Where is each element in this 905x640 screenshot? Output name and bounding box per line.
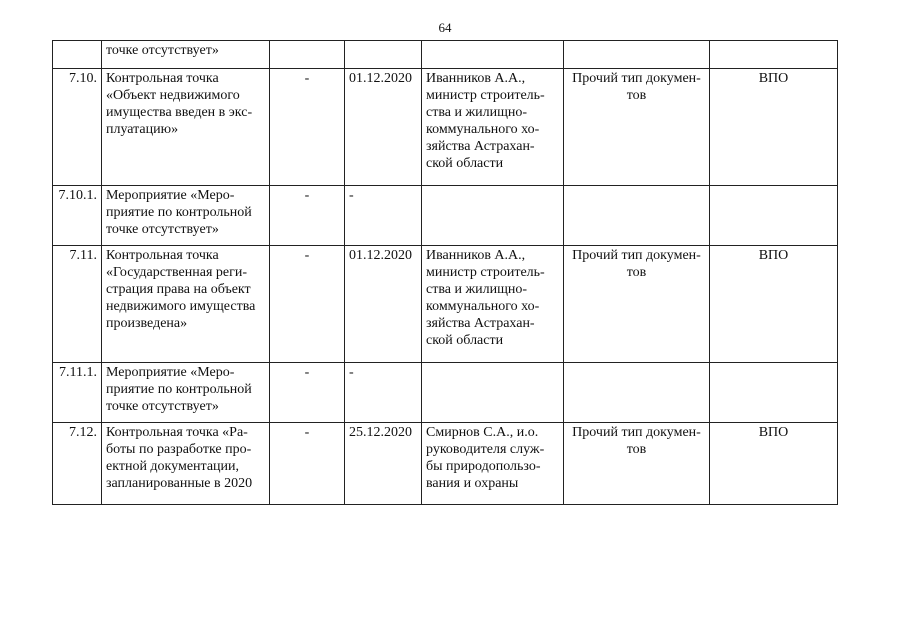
start-date-cell: - <box>270 186 345 246</box>
end-date-cell <box>345 41 422 69</box>
table-row <box>53 41 838 69</box>
table-row <box>53 363 838 423</box>
row-number-cell: 7.10.1. <box>53 186 102 246</box>
document-type-cell <box>564 186 710 246</box>
item-name-cell: точке отсутствует» <box>102 41 270 69</box>
control-level-cell <box>710 363 838 423</box>
plan-table <box>52 40 838 505</box>
document-type-cell: Прочий тип докумен- тов <box>564 69 710 186</box>
responsible-cell: Иванников А.А., министр строитель- ства и жилищно- коммунального хо- зяйства Астрахан- ской области <box>422 69 564 186</box>
item-name-cell: Контрольная точка «Государственная реги- страция права на объект недвижимого имущества произведена» <box>102 246 270 363</box>
row-number-cell: 7.10. <box>53 69 102 186</box>
end-date-cell: - <box>345 363 422 423</box>
end-date-cell: 01.12.2020 <box>345 246 422 363</box>
document-type-cell: Прочий тип докумен- тов <box>564 423 710 505</box>
row-number-cell: 7.11.1. <box>53 363 102 423</box>
start-date-cell <box>270 41 345 69</box>
document-type-cell <box>564 41 710 69</box>
table-row <box>53 246 838 363</box>
table-row <box>53 423 838 505</box>
responsible-cell <box>422 186 564 246</box>
control-level-cell: ВПО <box>710 246 838 363</box>
page-number: 64 <box>438 20 452 35</box>
responsible-cell: Иванников А.А., министр строитель- ства и жилищно- коммунального хо- зяйства Астрахан- ской области <box>422 246 564 363</box>
responsible-cell <box>422 363 564 423</box>
document-type-cell <box>564 363 710 423</box>
end-date-cell: - <box>345 186 422 246</box>
start-date-cell: - <box>270 363 345 423</box>
control-level-cell <box>710 41 838 69</box>
start-date-cell: - <box>270 246 345 363</box>
row-number-cell: 7.12. <box>53 423 102 505</box>
document-type-cell: Прочий тип докумен- тов <box>564 246 710 363</box>
responsible-cell: Смирнов С.А., и.о. руководителя служ- бы природопользо- вания и охраны <box>422 423 564 505</box>
row-number-cell: 7.11. <box>53 246 102 363</box>
control-level-cell: ВПО <box>710 69 838 186</box>
start-date-cell: - <box>270 69 345 186</box>
item-name-cell: Контрольная точка «Объект недвижимого имущества введен в экс- плуатацию» <box>102 69 270 186</box>
item-name-cell: Контрольная точка «Ра- боты по разработке про- ектной документации, запланированные в 2020 <box>102 423 270 505</box>
table-row <box>53 186 838 246</box>
end-date-cell: 25.12.2020 <box>345 423 422 505</box>
end-date-cell: 01.12.2020 <box>345 69 422 186</box>
control-level-cell <box>710 186 838 246</box>
item-name-cell: Мероприятие «Меро- приятие по контрольной точке отсутствует» <box>102 186 270 246</box>
start-date-cell: - <box>270 423 345 505</box>
row-number-cell <box>53 41 102 69</box>
table-row <box>53 69 838 186</box>
control-level-cell: ВПО <box>710 423 838 505</box>
item-name-cell: Мероприятие «Меро- приятие по контрольной точке отсутствует» <box>102 363 270 423</box>
responsible-cell <box>422 41 564 69</box>
